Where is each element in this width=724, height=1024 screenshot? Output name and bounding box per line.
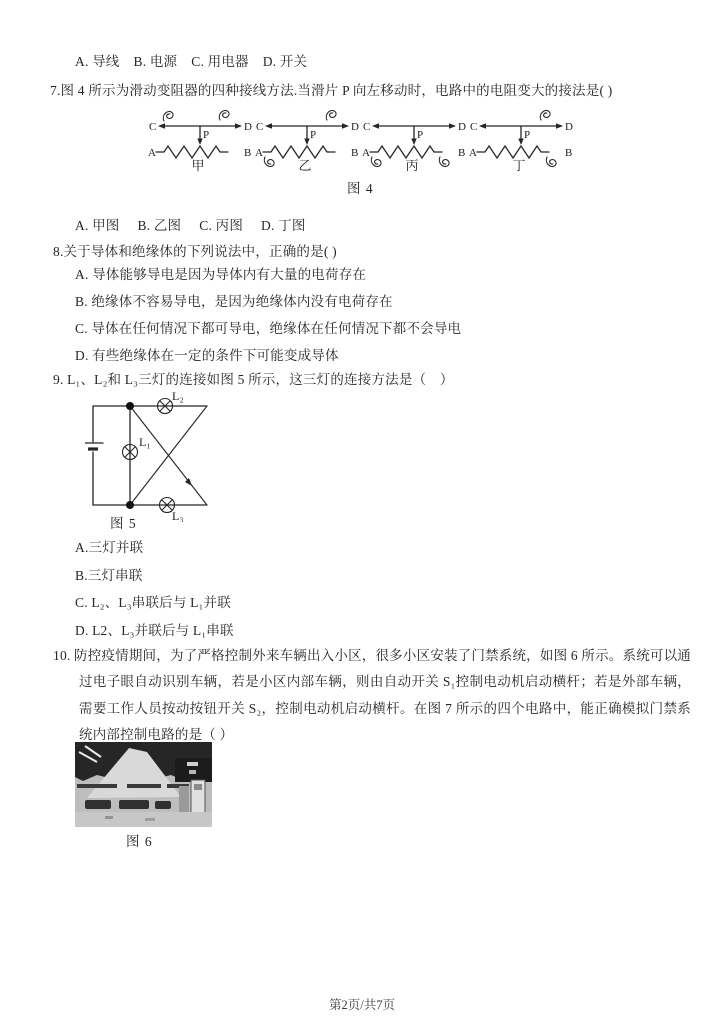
terminal-label-d: D (244, 121, 252, 133)
lead-curl-d (540, 110, 550, 120)
rheostat-diagram-丙 (362, 110, 466, 172)
junction-dot-bottom (126, 501, 134, 509)
lead-curl-d (326, 110, 336, 120)
terminal-label-d: D (565, 121, 573, 133)
q8-option-a: A. 导体能够导电是因为导体内有大量的电荷存在 (75, 267, 367, 282)
terminal-label-c: C (149, 121, 157, 133)
q6-option-a: A. 导线 (75, 54, 120, 69)
diagram-name-label: 丁 (512, 158, 526, 172)
wiper-arrow-icon (518, 126, 523, 145)
terminal-label-a: A (362, 147, 370, 159)
q6-option-d: D. 开关 (262, 54, 308, 69)
lead-curl-b (439, 157, 449, 167)
page-footer: 第2页/共7页 (329, 998, 395, 1012)
terminal-label-p: P (203, 129, 210, 141)
lead-curl-a (264, 157, 274, 167)
q8-option-d: D. 有些绝缘体在一定的条件下可能变成导体 (75, 348, 339, 363)
wiper-arrow-icon (304, 126, 309, 145)
q7-option-d: D. 丁图 (261, 218, 306, 233)
q7-stem: 7.图 4 所示为滑动变阻器的四种接线方法.当滑片 P 向左移动时，电路中的电阻变大的接法是( ) (50, 83, 613, 98)
battery-icon (85, 443, 103, 449)
figure5-caption: 图 5 (110, 516, 137, 531)
photo-barrier-arm (77, 784, 189, 788)
resistor-zigzag (370, 146, 442, 158)
figure5-circuit (85, 392, 220, 522)
wiper-arrow-icon (411, 126, 416, 145)
q7-options-row (75, 214, 306, 234)
bar-end-left (265, 123, 272, 129)
q9-option-a: A.三灯并联 (75, 540, 144, 555)
q8-stem: 8.关于导体和绝缘体的下列说法中，正确的是( ) (53, 244, 337, 259)
bar-end-left (479, 123, 486, 129)
bar-end-left (158, 123, 165, 129)
terminal-label-p: P (524, 129, 531, 141)
q7-option-c: C. 丙图 (199, 218, 244, 233)
lamp-l2-label: L₂ (172, 392, 184, 403)
q9-option-d: D. L2、L₃并联后与 L₁串联 (75, 622, 234, 638)
rheostat-diagram-甲 (148, 110, 252, 172)
terminal-label-a: A (469, 147, 477, 159)
q6-options-row (75, 50, 307, 70)
terminal-label-c: C (470, 121, 478, 133)
photo-sign-small (189, 770, 196, 774)
photo-pillar-shadow (179, 786, 189, 812)
gate-photo (75, 742, 212, 827)
photo-speckle-2 (145, 818, 155, 821)
lead-curl-d (219, 110, 229, 120)
lamp-l1-label: L₁ (139, 435, 151, 449)
terminal-label-c: C (363, 121, 371, 133)
terminal-label-a: A (255, 147, 263, 159)
q7-option-b: B. 乙图 (137, 218, 182, 233)
photo-speckle-1 (105, 816, 113, 819)
terminal-label-p: P (417, 129, 424, 141)
terminal-label-d: D (458, 121, 466, 133)
lead-curl-a (371, 157, 381, 167)
bar-end-right (342, 123, 349, 129)
diagram-name-label: 丙 (405, 158, 419, 172)
q6-option-b: B. 电源 (133, 54, 178, 69)
q8-options (75, 261, 461, 369)
resistor-zigzag (263, 146, 335, 158)
wiper-arrow-icon (197, 126, 202, 145)
diagram-name-label: 甲 (191, 158, 205, 172)
terminal-label-b: B (458, 147, 466, 159)
terminal-label-b: B (351, 147, 359, 159)
terminal-label-b: B (565, 147, 573, 159)
figure4-caption: 图 4 (347, 181, 374, 196)
q8-option-b: B. 绝缘体不容易导电，是因为绝缘体内没有电荷存在 (75, 294, 393, 309)
photo-foreground (75, 812, 212, 827)
lamp-l3-label: L₃ (172, 509, 184, 522)
q10-stem: 10. 防控疫情期间，为了严格控制外来车辆出入小区，很多小区安装了门禁系统，如图 6 所示。系统可以通过电子眼自动识别车辆，若是小区内部车辆，则由自动开关 S₁控制电动机启动横杆；若是外部车辆，需要工作人员按动按钮开关 S₂，控制电动机启动横杆。在图 7 所示的四个电路中，能正确模拟门禁系统内部控制电路的是（ ） (53, 648, 691, 743)
q9-option-c: C. L₂、L₃串联后与 L₁并联 (75, 595, 231, 610)
q9-option-b: B.三灯串联 (75, 567, 143, 583)
lead-curl-c (163, 111, 173, 121)
figure4-row (148, 110, 573, 172)
photo-vehicles (85, 800, 171, 809)
bar-end-right (556, 123, 563, 129)
resistor-zigzag (156, 146, 228, 158)
terminal-label-d: D (351, 121, 359, 133)
bar-end-right (235, 123, 242, 129)
wire-arrow (185, 478, 192, 486)
q9-options (75, 534, 234, 644)
photo-post-panel (194, 784, 202, 790)
bar-end-left (372, 123, 379, 129)
terminal-label-b: B (244, 147, 252, 159)
rheostat-diagram-乙 (255, 110, 359, 172)
q8-option-c: C. 导体在任何情况下都可导电，绝缘体在任何情况下都不会导电 (75, 321, 462, 336)
bar-end-right (449, 123, 456, 129)
q6-option-c: C. 用电器 (191, 54, 249, 69)
diagram-name-label: 乙 (298, 158, 312, 172)
junction-dot-top (126, 402, 134, 410)
terminal-label-a: A (148, 147, 156, 159)
resistor-zigzag (477, 146, 549, 158)
figure6-caption: 图 6 (126, 834, 153, 849)
q9-stem: 9. L₁、L₂和 L₃三灯的连接如图 5 所示，这三灯的连接方法是（ ） (53, 372, 454, 387)
lead-curl-b (546, 157, 556, 167)
rheostat-diagram-丁 (469, 110, 573, 172)
photo-sign (187, 762, 198, 766)
terminal-label-p: P (310, 129, 317, 141)
terminal-label-c: C (256, 121, 264, 133)
q7-option-a: A. 甲图 (75, 218, 120, 233)
